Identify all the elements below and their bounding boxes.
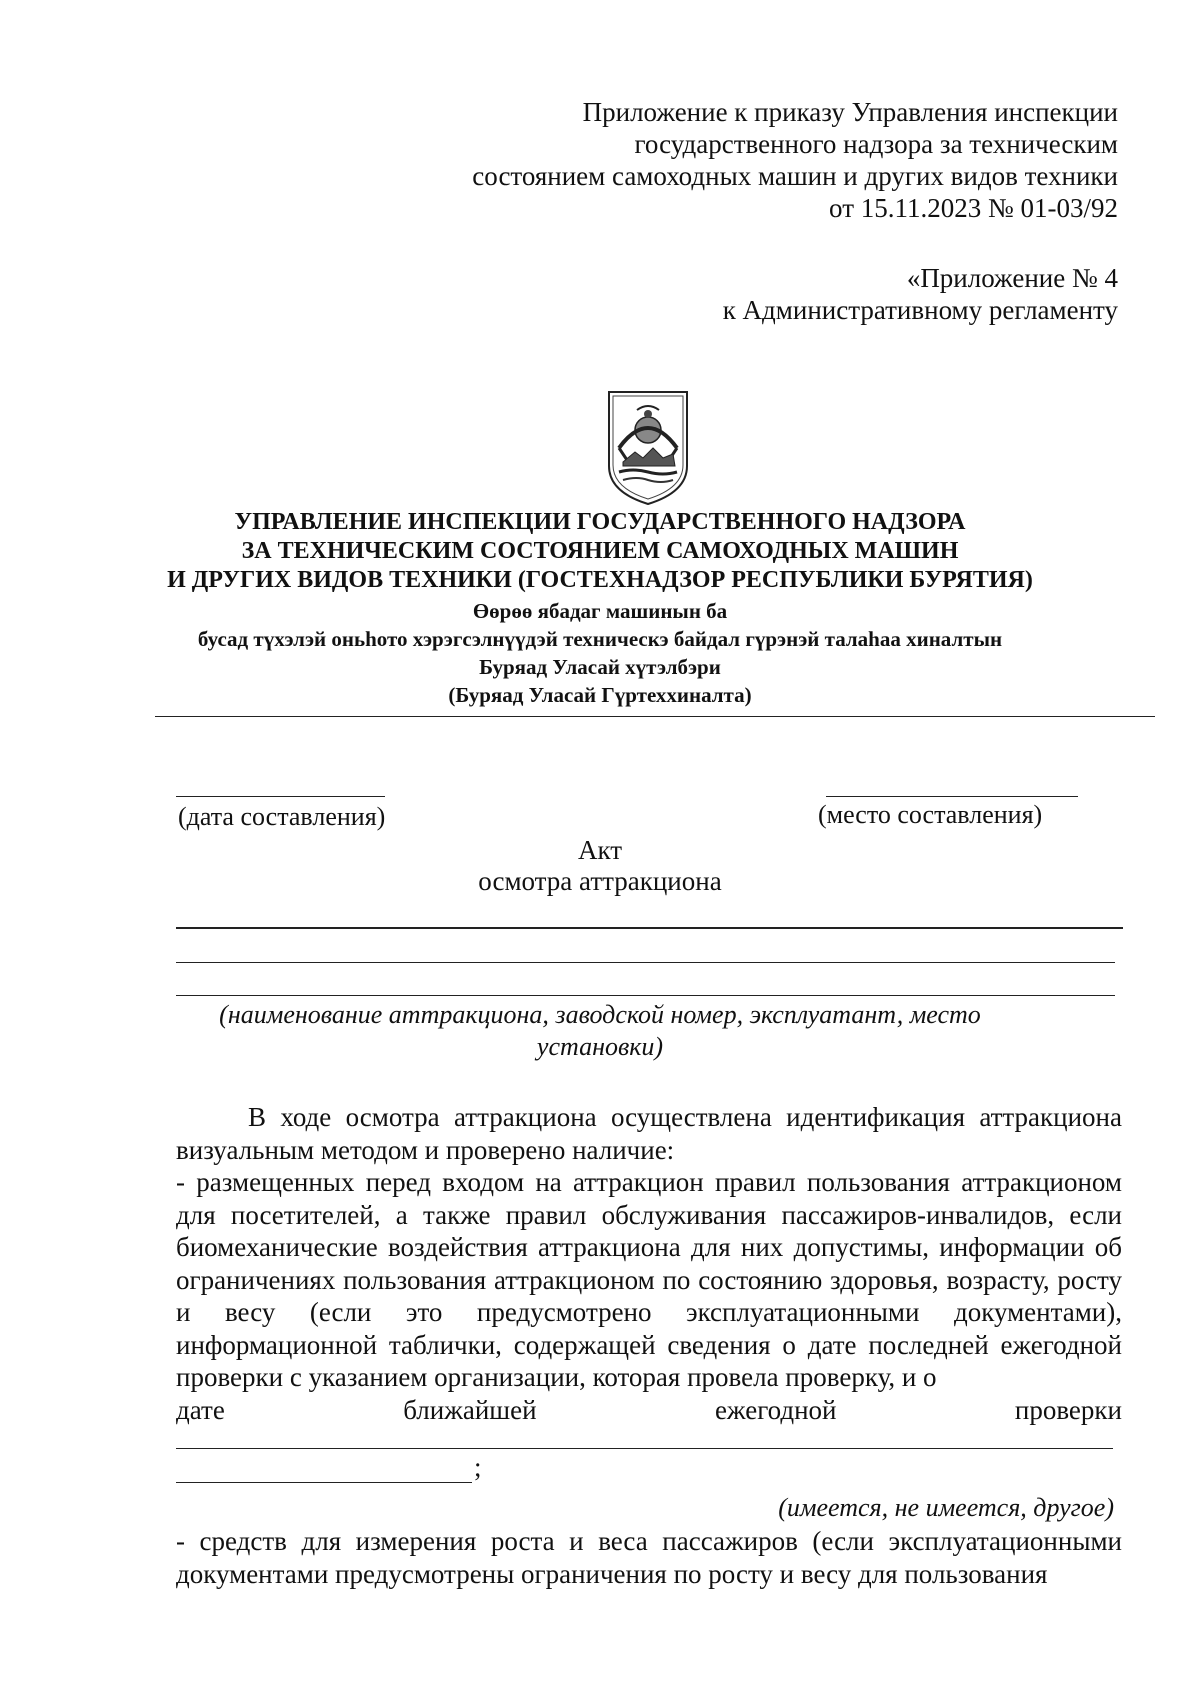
regulation-header [723, 262, 1118, 326]
appendix-line: состоянием самоходных машин и других видов техники [472, 161, 1118, 191]
org-ru-line: УПРАВЛЕНИЕ ИНСПЕКЦИИ ГОСУДАРСТВЕННОГО НАДЗОРА [234, 509, 966, 535]
semicolon: ; [474, 1452, 482, 1482]
checklist-item-rules-end [176, 1394, 1122, 1427]
appendix-header [472, 96, 1118, 224]
availability-caption: (имеется, не имеется, другое) [778, 1493, 1114, 1522]
attraction-name-line [176, 962, 1115, 963]
org-ru-line: И ДРУГИХ ВИДОВ ТЕХНИКИ (ГОСТЕХНАДЗОР РЕСПУБЛИКИ БУРЯТИЯ) [167, 567, 1033, 593]
place-field-line [826, 796, 1078, 797]
body-paragraph: В ходе осмотра аттракциона осуществлена идентификация аттракциона визуальным методом и проверено наличие: [176, 1102, 1122, 1165]
word: ежегодной [714, 1394, 837, 1425]
inspection-body [176, 1101, 1122, 1426]
checklist-item-rules: - размещенных перед входом на аттракцион правил пользования аттракционом для посетителей, а также правил обслуживания пассажиров-инвалидов, если биомеханические воздействия аттракциона для них допустимы, информации об ограничениях пользования аттракционом по состоянию здоровья, возрасту, росту и весу (если это предусмотрено эксплуатационными документами), информационной таблички, содержащей сведения о дате последней ежегодной проверки с указанием организации, которая провела проверку, и о [176, 1167, 1122, 1392]
coat-of-arms-emblem [605, 388, 691, 508]
org-bu-line: Буряад Уласай хүтэлбэри [479, 655, 721, 679]
attraction-name-line [176, 927, 1123, 929]
act-title: Акт [577, 835, 623, 865]
org-bu-line: (Буряад Уласай Гүртеххиналта) [448, 683, 752, 707]
appendix-line: Приложение к приказу Управления инспекции [582, 97, 1118, 127]
org-bu-line: Өөрөө ябадаг машинын ба [472, 599, 728, 623]
regulation-line: «Приложение № 4 [906, 263, 1118, 293]
date-field-line [176, 796, 385, 797]
org-ru-line: ЗА ТЕХНИЧЕСКИМ СОСТОЯНИЕМ САМОХОДНЫХ МАШИН [241, 538, 959, 564]
word: дате [176, 1394, 225, 1425]
attraction-caption-line: установки) [536, 1032, 664, 1061]
checklist-item-measuring: - средств для измерения роста и веса пассажиров (если эксплуатационными документами предусмотрены ограничения по росту и весу для пользования [176, 1526, 1122, 1589]
attraction-name-caption [0, 999, 1200, 1063]
regulation-line: к Административному регламенту [722, 295, 1118, 325]
organization-name-ru [0, 508, 1200, 595]
header-divider [155, 716, 1155, 717]
word: проверки [1014, 1394, 1122, 1425]
act-subtitle: осмотра аттракциона [478, 866, 722, 896]
availability-field-line-short [176, 1482, 472, 1483]
organization-name-bu [0, 597, 1200, 709]
date-caption: (дата составления) [178, 802, 386, 831]
attraction-caption-line: (наименование аттракциона, заводской номер, эксплуатант, место [219, 1000, 981, 1029]
org-bu-line: бусад түхэлэй оньһото хэрэгсэлнүүдэй техническэ байдал гүрэнэй талаһаа хиналтын [197, 627, 1003, 651]
place-caption: (место составления) [818, 800, 1043, 829]
appendix-line: государственного надзора за техническим [634, 129, 1118, 159]
word: ближайшей [403, 1394, 537, 1425]
appendix-line: от 15.11.2023 № 01-03/92 [829, 193, 1118, 223]
attraction-name-line [176, 995, 1115, 996]
availability-field-line [176, 1448, 1113, 1449]
